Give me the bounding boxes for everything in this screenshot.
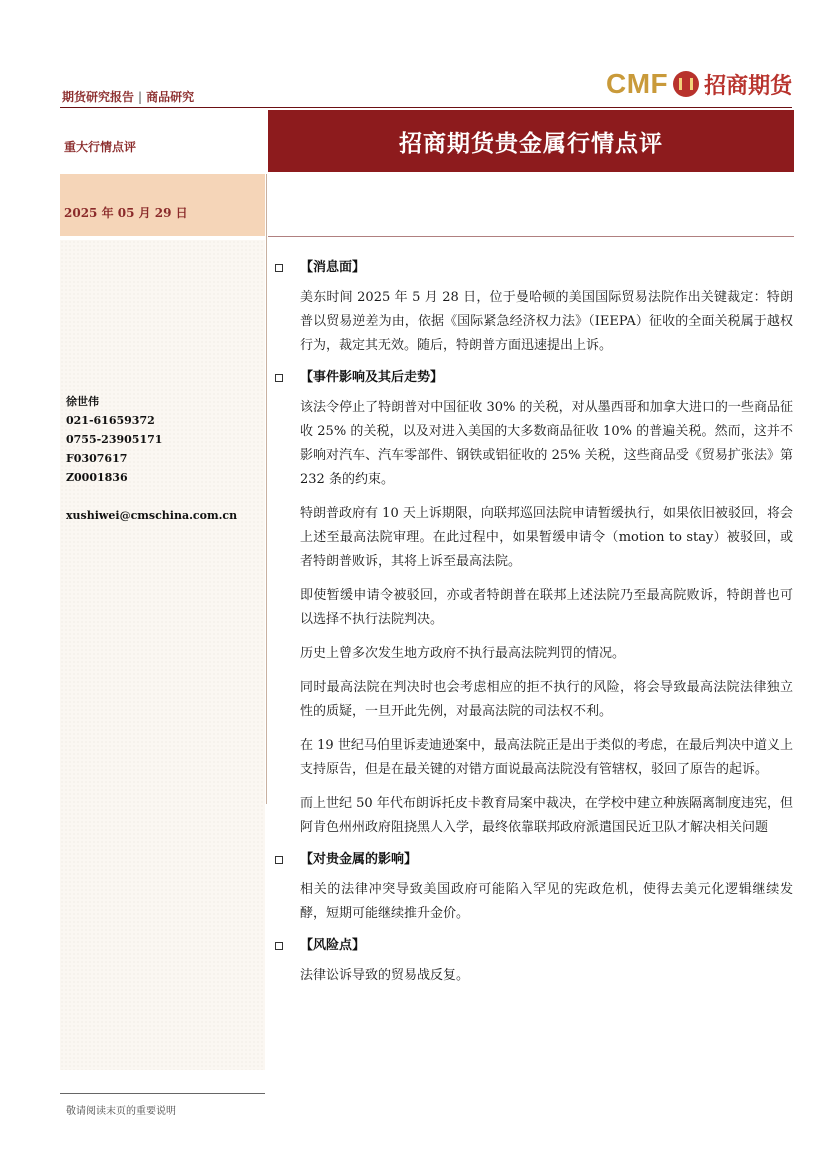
paragraph: 同时最高法院在判决时也会考虑相应的拒不执行的风险，将会导致最高法院法律独立性的质疑，一旦开此先例，对最高法院的司法权不利。: [300, 680, 793, 719]
author-license-1: F0307617: [66, 452, 128, 465]
logo-text: CMF: [606, 68, 669, 99]
category-separator: |: [138, 90, 143, 104]
checkbox-bullet-icon: [275, 374, 283, 382]
logo-cn: 招商期货: [704, 73, 793, 99]
report-label: 重大行情点评: [64, 140, 137, 154]
sidebar: [60, 240, 265, 1070]
report-category: [62, 88, 194, 105]
paragraph: 美东时间 2025 年 5 月 28 日，位于曼哈顿的美国国际贸易法院作出关键裁定：特朗普以贸易逆差为由，依据《国际紧急经济权力法》（IEEPA）征收的全面关税属于越权行为，裁定其无效。随后，特朗普方面迅速提出上诉。: [300, 290, 793, 353]
author-email[interactable]: xushiwei@cmschina.com.cn: [66, 509, 238, 522]
company-logo: [606, 66, 792, 102]
category-left: 期货研究报告: [62, 90, 135, 104]
author-name: 徐世伟: [66, 395, 99, 408]
logo-emblem-icon: [673, 71, 699, 97]
section-heading: 【对贵金属的影响】: [275, 850, 793, 870]
checkbox-bullet-icon: [275, 856, 283, 864]
title-band: [268, 110, 794, 172]
report-title: 招商期货贵金属行情点评: [399, 129, 663, 157]
paragraph: 相关的法律冲突导致美国政府可能陷入罕见的宪政危机，使得去美元化逻辑继续发酵，短期可能继续推升金价。: [300, 882, 793, 921]
paragraph: 该法令停止了特朗普对中国征收 30% 的关税，对从墨西哥和加拿大进口的一些商品征收 25% 的关税，以及对进入美国的大多数商品征收 10% 的普遍关税。然而，这并不影响对汽车、汽车零部件、钢铁或铝征收的 25% 关税，这些商品受《贸易扩张法》第 232 条的约束。: [300, 400, 793, 487]
paragraph: 特朗普政府有 10 天上诉期限，向联邦巡回法院申请暂缓执行，如果依旧被驳回，将会上述至最高法院审理。在此过程中，如果暂缓申请令（motion to stay）被驳回，或者特朗普败诉，其将上诉至最高法院。: [300, 506, 793, 569]
header-rule: [60, 107, 792, 108]
section-heading: 【风险点】: [275, 936, 793, 956]
paragraph: 即使暂缓申请令被驳回，亦或者特朗普在联邦上述法院乃至最高院败诉，特朗普也可以选择不执行法院判决。: [300, 588, 793, 627]
main-content: [275, 258, 793, 998]
category-right: 商品研究: [146, 90, 195, 104]
checkbox-bullet-icon: [275, 264, 283, 272]
footer-rule: [60, 1093, 265, 1094]
section-heading: 【消息面】: [275, 258, 793, 278]
date-rule: [268, 236, 794, 237]
author-license-2: Z0001836: [66, 471, 128, 484]
section-heading: 【事件影响及其后走势】: [275, 368, 793, 388]
paragraph: 历史上曾多次发生地方政府不执行最高法院判罚的情况。: [300, 646, 626, 661]
author-info: [66, 392, 237, 525]
paragraph: 在 19 世纪马伯里诉麦迪逊案中，最高法院正是出于类似的考虑，在最后判决中道义上支持原告，但是在最关键的对错方面说最高法院没有管辖权，驳回了原告的起诉。: [300, 738, 793, 777]
author-phone-2: 0755-23905171: [66, 433, 163, 446]
report-date: 2025 年 05 月 29 日: [64, 206, 188, 220]
paragraph: 而上世纪 50 年代布朗诉托皮卡教育局案中裁决，在学校中建立种族隔离制度违宪，但阿肯色州州政府阻挠黑人入学，最终依靠联邦政府派遣国民近卫队才解决相关问题: [300, 796, 793, 835]
checkbox-bullet-icon: [275, 942, 283, 950]
paragraph: 法律讼诉导致的贸易战反复。: [300, 968, 470, 983]
footer-note: 敬请阅读末页的重要说明: [66, 1106, 176, 1117]
author-phone-1: 021-61659372: [66, 414, 155, 427]
column-divider: [266, 174, 267, 804]
